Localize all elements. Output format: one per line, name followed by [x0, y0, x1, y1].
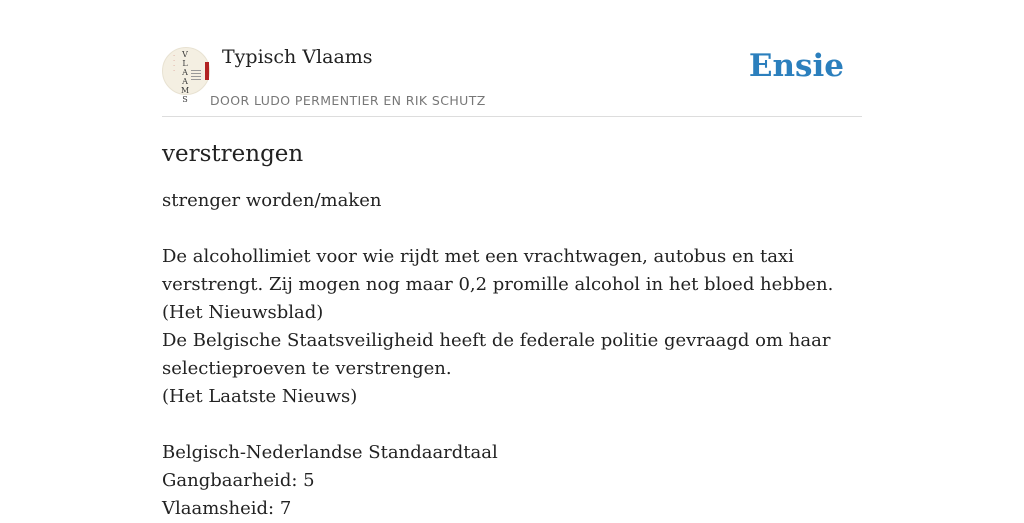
vlaamsheid: Vlaamsheid: 7	[162, 498, 292, 519]
spacer	[162, 215, 862, 243]
example-text: De alcohollimiet voor wie rijdt met een vrachtwagen, autobus en taxi verstrengt. Zij mogen nog maar 0,2 promille alcohol in het bloed hebben.	[162, 246, 834, 295]
dictionary-title[interactable]: Typisch Vlaams	[222, 46, 373, 68]
page-container	[162, 0, 862, 523]
example-text: De Belgische Staatsveiligheid heeft de federale politie gevraagd om haar selectieproeven te verstrengen.	[162, 330, 831, 379]
example-source: (Het Laatste Nieuws)	[162, 386, 358, 407]
logo-red-stripe	[205, 62, 209, 80]
logo-letters: V L A A M S	[181, 50, 190, 104]
spacer	[162, 411, 862, 439]
category: Belgisch-Nederlandse Standaardtaal	[162, 442, 498, 463]
entry-content	[162, 187, 862, 523]
example-source: (Het Nieuwsblad)	[162, 302, 324, 323]
authors-byline: DOOR LUDO PERMENTIER EN RIK SCHUTZ	[210, 93, 486, 108]
typisch-vlaams-logo[interactable]	[162, 47, 210, 104]
headword: verstrengen	[162, 141, 304, 167]
logo-text-lines	[191, 70, 201, 80]
logo-side-mark: · · · ·	[173, 53, 175, 74]
header	[162, 0, 862, 117]
ensie-brand-link[interactable]: Ensie	[748, 48, 844, 84]
gangbaarheid: Gangbaarheid: 5	[162, 470, 315, 491]
definition: strenger worden/maken	[162, 190, 382, 211]
